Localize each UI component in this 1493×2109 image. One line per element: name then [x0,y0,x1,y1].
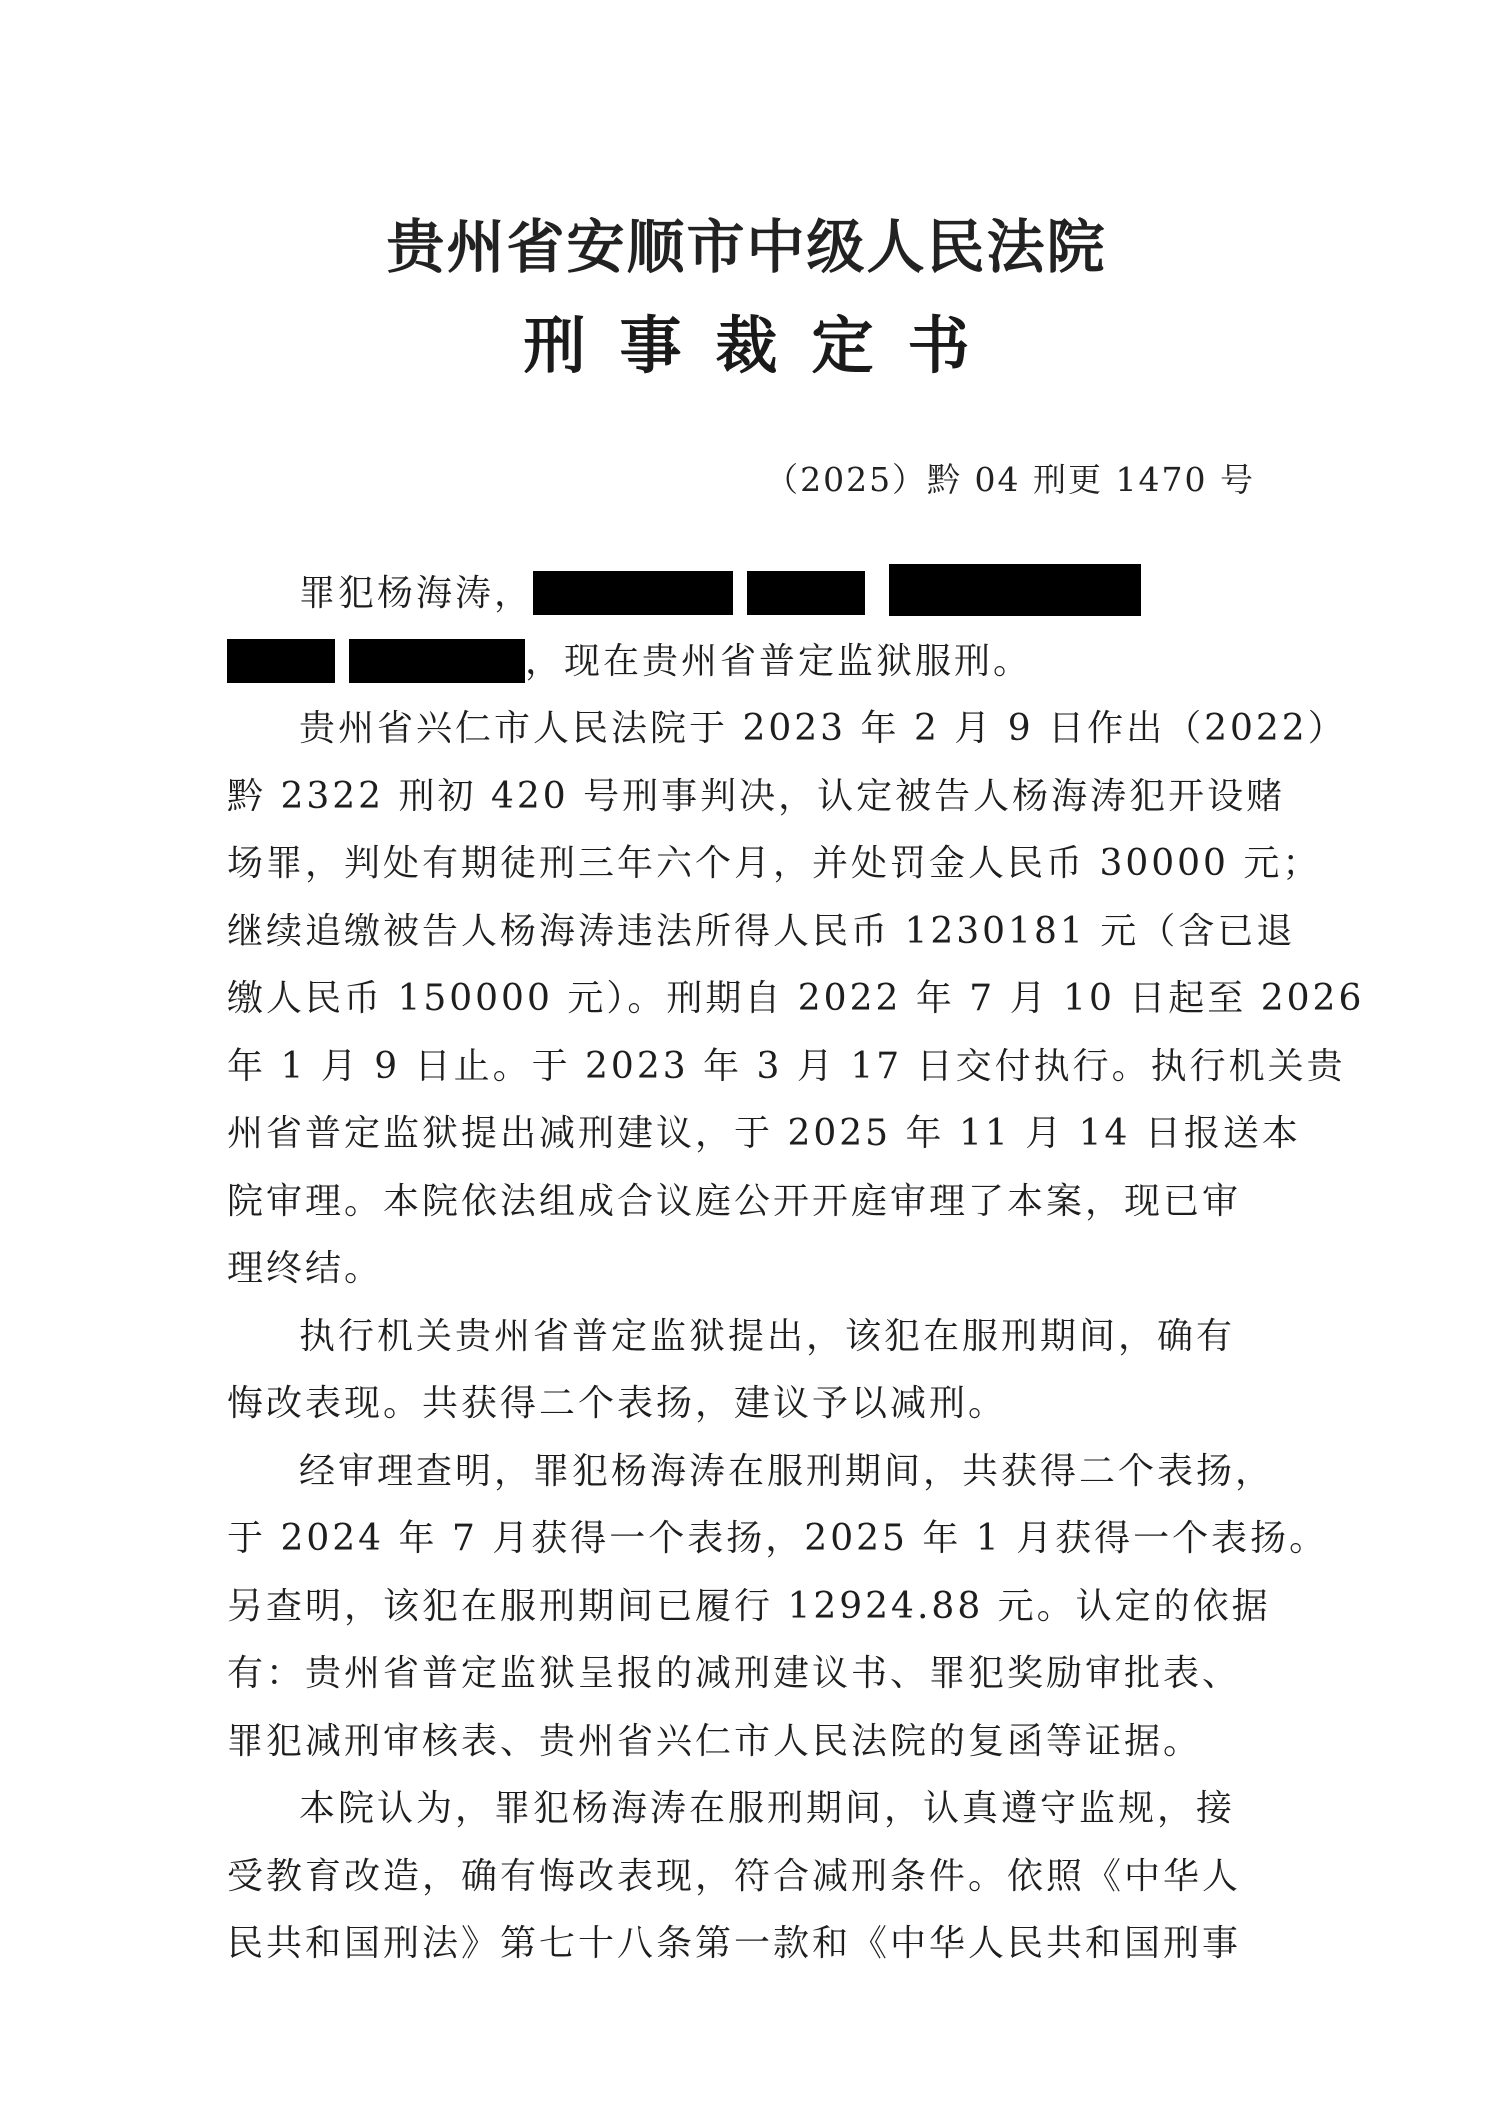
paragraph-line: 于 2024 年 7 月获得一个表扬，2025 年 1 月获得一个表扬。 [227,1518,1329,1559]
paragraph-line: 贵州省兴仁市人民法院于 2023 年 2 月 9 日作出（2022） [299,708,1347,749]
paragraph-court-opinion [227,1775,1263,1978]
paragraph-line: 执行机关贵州省普定监狱提出，该犯在服刑期间，确有 [299,1315,1236,1357]
redaction-block [747,571,865,615]
paragraph-prison-proposal [227,1303,1263,1438]
document-title: 刑事裁定书 [523,309,1004,382]
paragraph-line: 受教育改造，确有悔改表现，符合减刑条件。依照《中华人 [227,1855,1242,1897]
paragraph-line: 另查明，该犯在服刑期间已履行 12924.88 元。认定的依据 [227,1585,1271,1627]
paragraph-line: 悔改表现。共获得二个表扬，建议予以减刑。 [227,1383,1008,1424]
paragraph-line: 本院认为，罪犯杨海涛在服刑期间，认真遵守监规，接 [299,1788,1236,1829]
paragraph-line: 继续追缴被告人杨海涛违法所得人民币 1230181 元（含已退 [227,910,1296,952]
document-body [227,560,1365,1978]
paragraph-line: 罪犯减刑审核表、贵州省兴仁市人民法院的复函等证据。 [227,1720,1203,1762]
paragraph-line: 院审理。本院依法组成合议庭公开开庭审理了本案，现已审 [227,1180,1242,1222]
paragraph-line: 年 1 月 9 日止。于 2023 年 3 月 17 日交付执行。执行机关贵 [227,1045,1346,1087]
redaction-block [349,639,525,683]
paragraph-findings [227,1438,1329,1776]
paragraph-line: 民共和国刑法》第七十八条第一款和《中华人民共和国刑事 [227,1923,1242,1964]
redaction-block [533,571,733,615]
paragraph-line: 黔 2322 刑初 420 号刑事判决，认定被告人杨海涛犯开设赌 [227,775,1286,817]
paragraph-line: 经审理查明，罪犯杨海涛在服刑期间，共获得二个表扬， [299,1450,1275,1492]
redaction-block [889,564,1141,616]
paragraph-line: 场罪，判处有期徒刑三年六个月，并处罚金人民币 30000 元； [227,843,1322,884]
paragraph-line [227,560,1263,628]
paragraph-line: 州省普定监狱提出减刑建议，于 2025 年 11 月 14 日报送本 [227,1113,1301,1154]
paragraph-line: 理终结。 [227,1248,384,1289]
paragraph-line: 缴人民币 150000 元）。刑期自 2022 年 7 月 10 日起至 2026 [227,978,1365,1019]
paragraph-text: ，现在贵州省普定监狱服刑。 [525,640,1033,682]
court-name: 贵州省安顺市中级人民法院 [386,213,1107,281]
paragraph-criminal-info [227,560,1263,695]
case-number: （2025）黔 04 刑更 1470 号 [765,460,1255,499]
paragraph-original-judgment [227,695,1365,1303]
paragraph-line: 有：贵州省普定监狱呈报的减刑建议书、罪犯奖励审批表、 [227,1653,1242,1694]
paragraph-text: 罪犯杨海涛， [299,573,534,614]
redaction-block [227,639,335,683]
paragraph-line [227,628,1263,696]
